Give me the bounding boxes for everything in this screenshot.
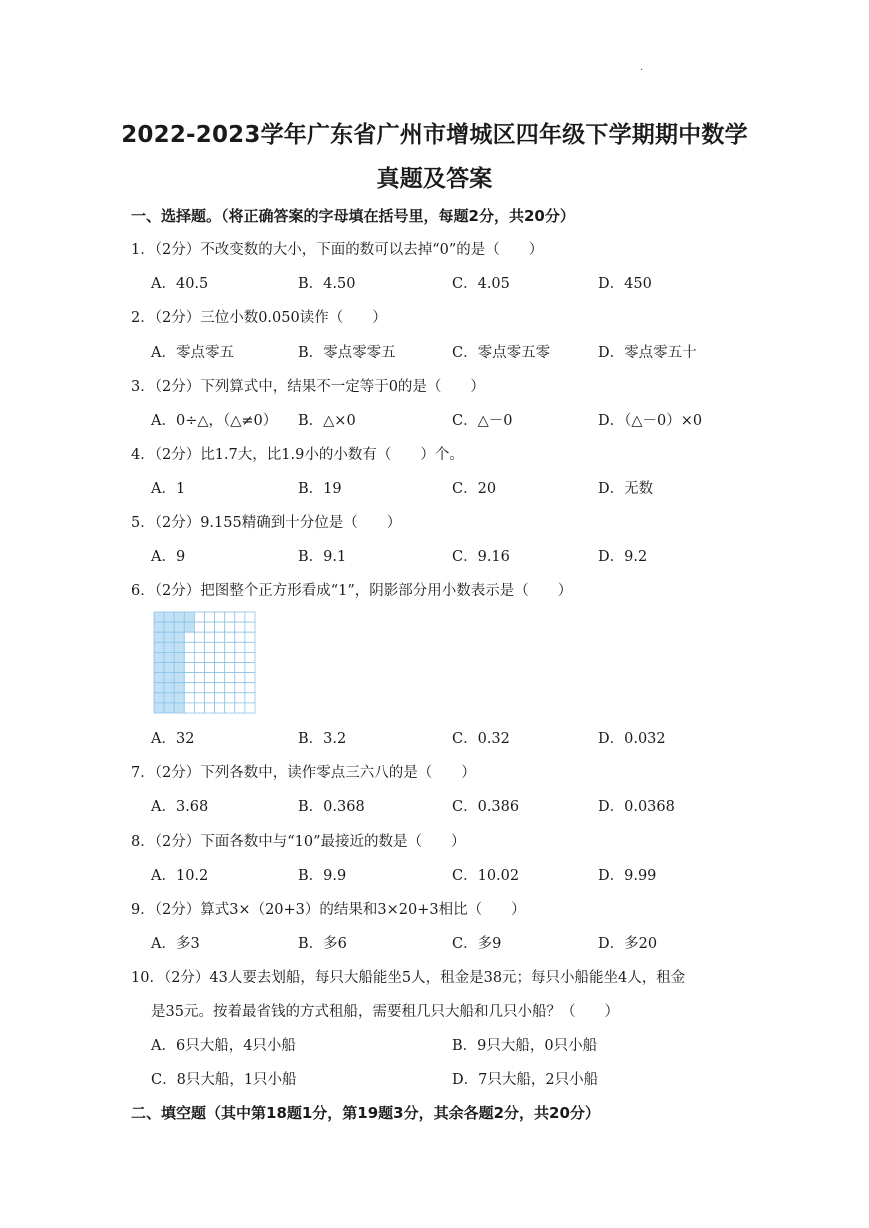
option-c: C．9.16 (452, 549, 510, 565)
shaded-cell (154, 683, 164, 693)
shaded-cell (164, 622, 174, 632)
grid-cell (184, 663, 194, 673)
option-b: B．多6 (298, 936, 347, 952)
grid-cell (194, 663, 204, 673)
shaded-cell (154, 673, 164, 683)
question-10-continued: 是35元。按着最省钱的方式租船，需要租几只大船和几只小船？（ ） (151, 1004, 619, 1020)
shaded-cell (154, 642, 164, 652)
grid-cell (245, 612, 255, 622)
grid-cell (205, 673, 215, 683)
option-a: A．32 (151, 731, 195, 747)
grid-cell (245, 622, 255, 632)
option-a: A．40.5 (151, 276, 209, 292)
grid-cell (225, 642, 235, 652)
grid-cell (225, 683, 235, 693)
grid-cell (205, 612, 215, 622)
option-a: A．6只大船，4只小船 (151, 1038, 296, 1054)
shaded-cell (164, 673, 174, 683)
shaded-cell (164, 683, 174, 693)
grid-cell (245, 663, 255, 673)
shaded-cell (164, 703, 174, 713)
shaded-cell (174, 652, 184, 662)
grid-cell (245, 683, 255, 693)
question-8: 8．（2分）下面各数中与“10”最接近的数是（ ） (131, 834, 466, 850)
question-2: 2．（2分）三位小数0.050读作（ ） (131, 310, 387, 326)
shaded-cell (174, 693, 184, 703)
shaded-cell (184, 622, 194, 632)
question-10: 10．（2分）43人要去划船，每只大船能坐5人，租金是38元；每只小船能坐4人，租金 (131, 970, 686, 986)
grid-cell (215, 612, 225, 622)
grid-cell (245, 632, 255, 642)
grid-cell (225, 652, 235, 662)
question-7: 7．（2分）下列各数中，读作零点三六八的是（ ） (131, 765, 476, 781)
grid-cell (235, 612, 245, 622)
shaded-cell (164, 612, 174, 622)
option-c: C．多9 (452, 936, 502, 952)
grid-cell (225, 693, 235, 703)
option-d: D．（△－0）×0 (598, 413, 703, 429)
grid-cell (205, 642, 215, 652)
grid-cell (225, 612, 235, 622)
option-c: C．10.02 (452, 868, 520, 884)
page-title: 2022-2023学年广东省广州市增城区四年级下学期期中数学 (121, 122, 748, 148)
question-9: 9．（2分）算式3×（20+3）的结果和3×20+3相比（ ） (131, 902, 526, 918)
option-b: B．3.2 (298, 731, 347, 747)
shaded-cell (174, 622, 184, 632)
grid-cell (235, 622, 245, 632)
option-c: C．20 (452, 481, 497, 497)
option-c: C．0.32 (452, 731, 510, 747)
grid-cell (245, 703, 255, 713)
question-3: 3．（2分）下列算式中，结果不一定等于0的是（ ） (131, 379, 485, 395)
grid-cell (225, 703, 235, 713)
grid-cell (245, 652, 255, 662)
option-c: C．△－0 (452, 413, 513, 429)
shaded-cell (174, 612, 184, 622)
grid-cell (235, 673, 245, 683)
grid-cell (194, 622, 204, 632)
option-b: B．9只大船，0只小船 (452, 1038, 598, 1054)
grid-cell (235, 652, 245, 662)
option-c: C．4.05 (452, 276, 510, 292)
grid-cell (225, 622, 235, 632)
option-b: B．19 (298, 481, 342, 497)
section-heading-choice: 一、选择题。（将正确答案的字母填在括号里，每题2分，共20分） (131, 207, 575, 225)
section-heading-fill-in: 二、填空题（其中第18题1分，第19题3分，其余各题2分，共20分） (131, 1104, 600, 1122)
grid-cell (235, 693, 245, 703)
grid-cell (225, 673, 235, 683)
shaded-cell (154, 652, 164, 662)
option-d: D．9.2 (598, 549, 648, 565)
grid-cell (235, 642, 245, 652)
shaded-cell (154, 703, 164, 713)
option-d: D．无数 (598, 481, 654, 497)
shaded-grid-figure (153, 611, 256, 714)
option-d: D．0.0368 (598, 799, 675, 815)
shaded-cell (154, 612, 164, 622)
shaded-cell (184, 612, 194, 622)
shaded-cell (174, 673, 184, 683)
grid-cell (205, 663, 215, 673)
grid-cell (245, 673, 255, 683)
option-d: D．450 (598, 276, 652, 292)
option-a: A．1 (151, 481, 186, 497)
shaded-cell (174, 632, 184, 642)
grid-cell (184, 642, 194, 652)
grid-cell (215, 652, 225, 662)
grid-cell (194, 642, 204, 652)
option-b: B．4.50 (298, 276, 356, 292)
grid-cell (215, 693, 225, 703)
question-4: 4．（2分）比1.7大，比1.9小的小数有（ ）个。 (131, 447, 464, 463)
option-d: D．9.99 (598, 868, 657, 884)
grid-cell (205, 652, 215, 662)
option-a: A．9 (151, 549, 186, 565)
grid-cell (215, 642, 225, 652)
grid-cell (194, 652, 204, 662)
option-a: A．多3 (151, 936, 200, 952)
grid-cell (215, 673, 225, 683)
option-a: A．0÷△，（△≠0） (151, 413, 278, 429)
option-b: B．9.9 (298, 868, 347, 884)
shaded-cell (154, 632, 164, 642)
grid-cell (245, 693, 255, 703)
option-b: B．9.1 (298, 549, 347, 565)
grid-cell (215, 663, 225, 673)
question-6: 6．（2分）把图整个正方形看成“1”，阴影部分用小数表示是（ ） (131, 583, 573, 599)
option-b: B．0.368 (298, 799, 365, 815)
grid-cell (235, 663, 245, 673)
grid-cell (194, 703, 204, 713)
shaded-cell (174, 642, 184, 652)
option-d: D．零点零五十 (598, 345, 697, 361)
grid-cell (205, 683, 215, 693)
question-1: 1．（2分）不改变数的大小，下面的数可以去掉“0”的是（ ） (131, 242, 544, 258)
shaded-cell (164, 632, 174, 642)
option-a: A．10.2 (151, 868, 209, 884)
grid-cell (215, 703, 225, 713)
grid-cell (184, 693, 194, 703)
shaded-cell (174, 683, 184, 693)
option-a: A．3.68 (151, 799, 209, 815)
grid-cell (205, 703, 215, 713)
grid-cell (225, 663, 235, 673)
shaded-cell (164, 693, 174, 703)
grid-cell (184, 673, 194, 683)
grid-cell (184, 652, 194, 662)
grid-cell (194, 612, 204, 622)
shaded-cell (174, 703, 184, 713)
grid-cell (184, 703, 194, 713)
grid-cell (215, 632, 225, 642)
option-a: A．零点零五 (151, 345, 234, 361)
shaded-cell (164, 663, 174, 673)
option-d: D．7只大船，2只小船 (452, 1072, 599, 1088)
grid-cell (235, 632, 245, 642)
option-b: B．△×0 (298, 413, 356, 429)
grid-cell (215, 622, 225, 632)
grid-cell (194, 693, 204, 703)
grid-cell (184, 632, 194, 642)
grid-cell (194, 683, 204, 693)
option-c: C．零点零五零 (452, 345, 551, 361)
option-b: B．零点零零五 (298, 345, 396, 361)
question-5: 5．（2分）9.155精确到十分位是（ ） (131, 515, 402, 531)
grid-cell (215, 683, 225, 693)
grid-cell (194, 632, 204, 642)
shaded-cell (154, 693, 164, 703)
shaded-cell (154, 663, 164, 673)
shaded-cell (174, 663, 184, 673)
option-c: C．0.386 (452, 799, 520, 815)
grid-cell (225, 632, 235, 642)
grid-cell (205, 622, 215, 632)
grid-cell (184, 683, 194, 693)
grid-cell (205, 693, 215, 703)
option-d: D．0.032 (598, 731, 666, 747)
shaded-cell (154, 622, 164, 632)
grid-cell (194, 673, 204, 683)
grid-cell (245, 642, 255, 652)
grid-cell (235, 683, 245, 693)
option-c: C．8只大船，1只小船 (151, 1072, 297, 1088)
shaded-cell (164, 642, 174, 652)
grid-cell (205, 632, 215, 642)
header-dot: . (640, 62, 644, 73)
option-d: D．多20 (598, 936, 658, 952)
shaded-cell (164, 652, 174, 662)
page-title-line2: 真题及答案 (376, 166, 493, 192)
grid-cell (235, 703, 245, 713)
